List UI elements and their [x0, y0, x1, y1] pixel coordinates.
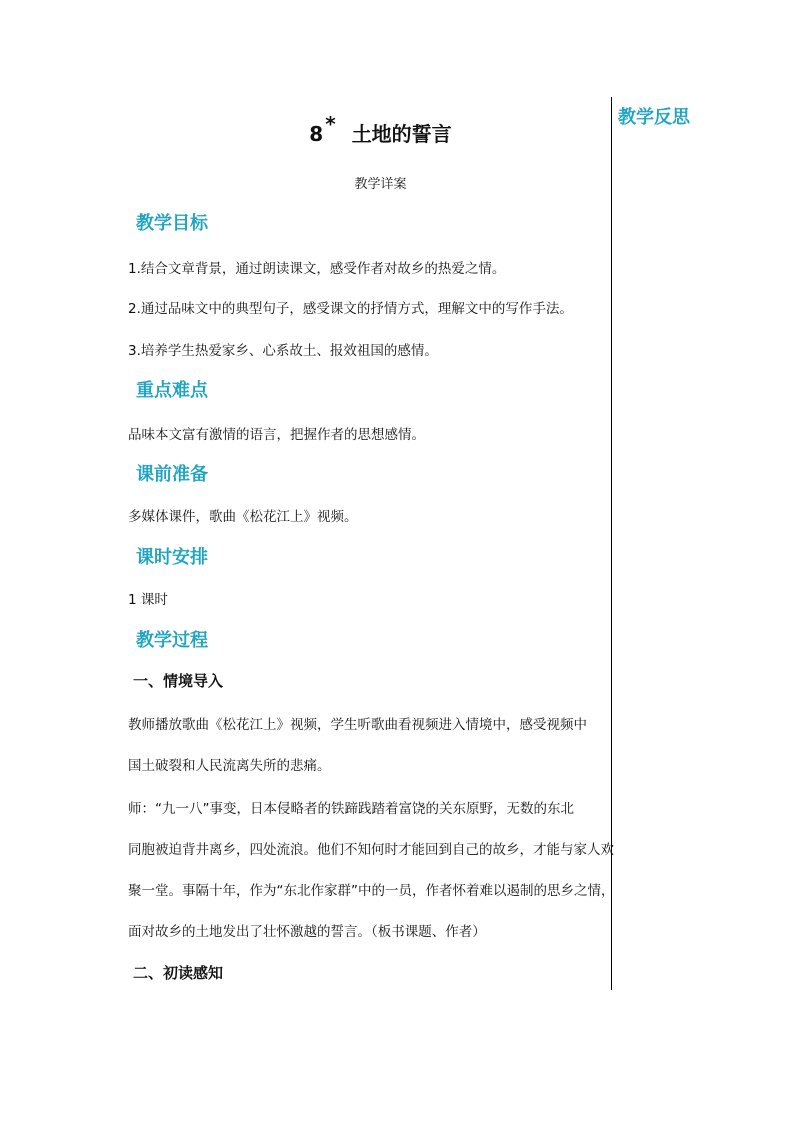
objectives-heading: 教学目标	[136, 213, 208, 234]
paragraph-line: 师：“九一八”事变，日本侵略者的铁蹄践踏着富饶的关东原野，无数的东北	[128, 801, 574, 817]
objective-item: 1.结合文章背景，通过朗读课文，感受作者对故乡的热爱之情。	[128, 261, 506, 277]
schedule-text: 1 课时	[128, 592, 168, 608]
process-heading: 教学过程	[136, 630, 208, 651]
star-mark: *	[325, 112, 336, 136]
preparation-text: 多媒体课件，歌曲《松花江上》视频。	[128, 509, 358, 525]
paragraph-line: 面对故乡的土地发出了壮怀激越的誓言。（板书课题、作者）	[128, 924, 486, 940]
key-points-heading: 重点难点	[136, 380, 208, 401]
lesson-title-text: 土地的誓言	[351, 122, 452, 146]
reflection-title: 教学反思	[618, 107, 690, 128]
paragraph-line: 教师播放歌曲《松花江上》视频，学生听歌曲看视频进入情境中，感受视频中	[128, 717, 587, 733]
key-points-text: 品味本文富有激情的语言，把握作者的思想感情。	[128, 427, 425, 443]
objective-item: 2.通过品味文中的典型句子，感受课文的抒情方式，理解文中的写作手法。	[128, 301, 573, 317]
paragraph-line: 聚一堂。事隔十年，作为“东北作家群”中的一员，作者怀着难以遏制的思乡之情，	[128, 883, 615, 899]
objective-item: 3.培养学生热爱家乡、心系故土、报效祖国的感情。	[128, 343, 438, 359]
paragraph-line: 国土破裂和人民流离失所的悲痛。	[128, 758, 331, 774]
schedule-heading: 课时安排	[136, 547, 208, 568]
lesson-subtitle: 教学详案	[354, 177, 407, 192]
preparation-heading: 课前准备	[136, 464, 208, 485]
paragraph-line: 同胞被迫背井离乡，四处流浪。他们不知何时才能回到自己的故乡，才能与家人欢	[128, 842, 614, 858]
part2-heading: 二、初读感知	[133, 964, 224, 982]
part1-heading: 一、情境导入	[133, 672, 224, 690]
lesson-title	[0, 112, 611, 147]
lesson-number: 8	[309, 122, 324, 146]
